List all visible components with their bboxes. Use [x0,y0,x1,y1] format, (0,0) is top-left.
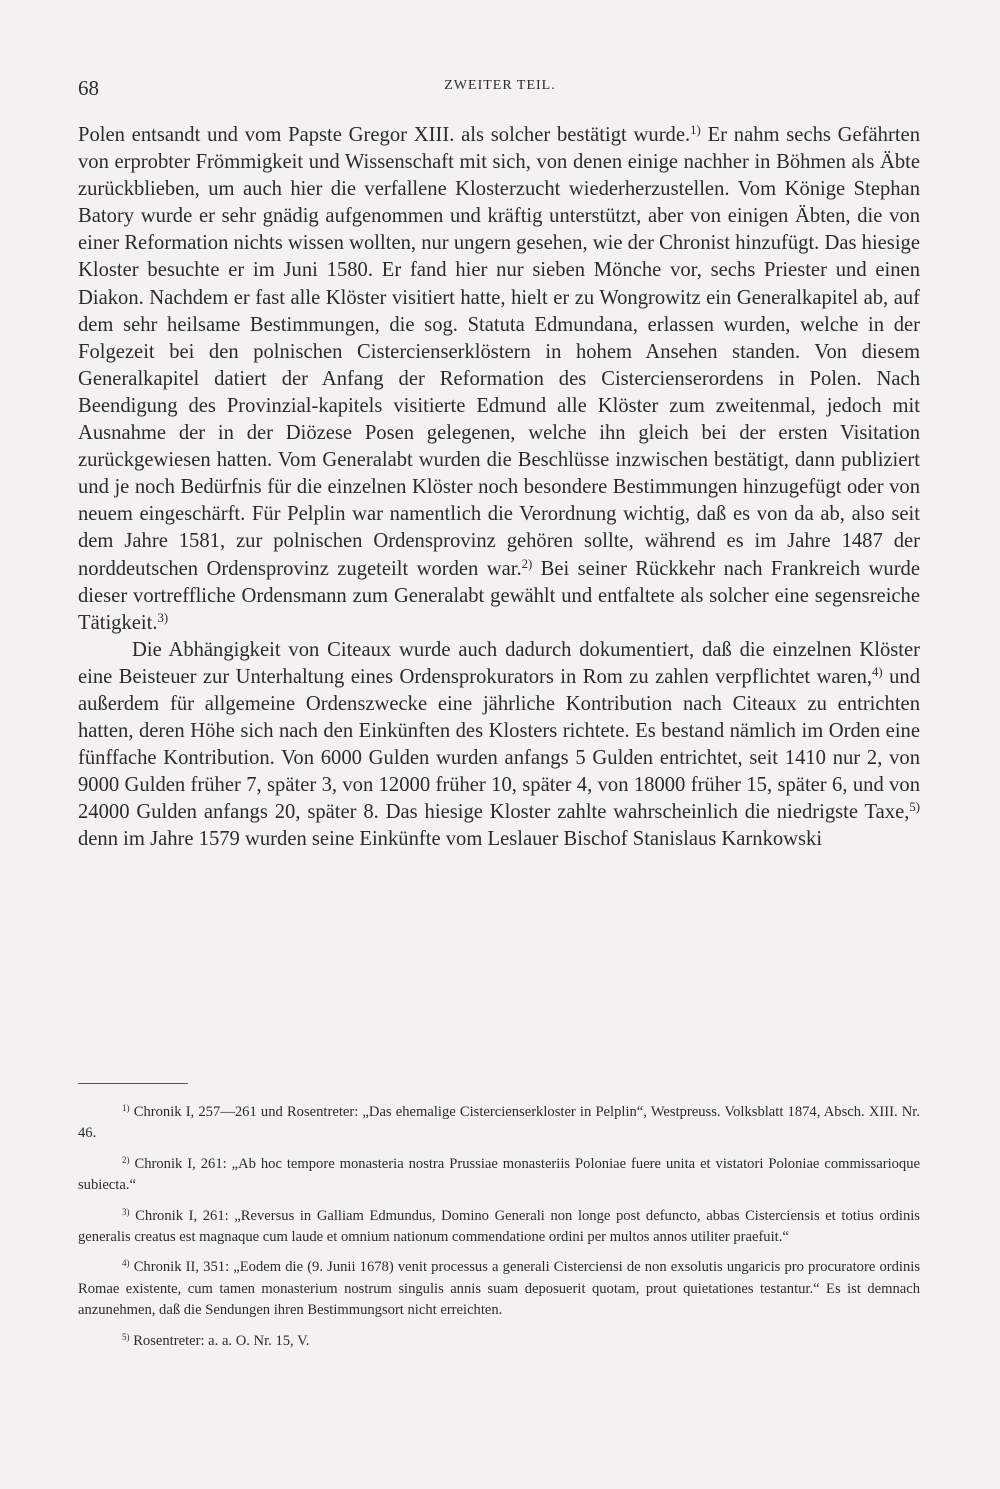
text-run: denn im Jahre 1579 wurden seine Einkünfte vom Leslauer Bischof Stanislaus Karnkowski [78,828,823,851]
page-header [78,76,922,100]
footnote-marker: 2) [122,1154,130,1165]
footnote-ref: 1) [690,122,701,137]
text-run: Bei seiner Rückkehr nach Frankreich wurde dieser vortreffliche Ordensmann zum Generalabt gewählt und entfaltete als solcher eine segensreiche Tätigkeit. [78,557,920,634]
text-run: und außerdem für allgemeine Ordenszwecke eine jährliche Kontribution nach Citeaux zu entrichten hatten, deren Höhe sich nach den Einkünften des Klosters richtete. Es bestand nämlich im Orden eine fünffache Kontribution. Von 6000 Gulden wurden anfangs 5 Gulden entrichtet, seit 1410 nur 2, von 9000 Gulden früher 7, später 3, von 12000 früher 10, später 4, von 18000 früher 15, später 6, und von 24000 Gulden anfangs 20, später 8. Das hiesige Kloster zahlte wahrscheinlich die niedrigste Taxe, [78,665,921,824]
footnote-text: Chronik I, 261: „Ab hoc tempore monasteria nostra Prussiae monasteriis Poloniae fuere unita et vistatori Poloniae commissarioque subiecta.“ [78,1155,920,1194]
footnote-2 [78,1154,920,1197]
page-number: 68 [78,76,99,100]
footnote-ref: 3) [157,610,169,625]
footnote-marker: 3) [122,1206,130,1217]
footnote-1 [78,1102,920,1145]
footnote-separator [78,1083,188,1084]
footnote-ref: 4) [872,664,883,679]
footnote-ref: 2) [521,556,533,571]
footnote-4 [78,1257,920,1321]
footnote-text: Chronik II, 351: „Eodem die (9. Junii 1678) venit processus a generali Cisterciensi de non exsolutis ungaricis pro procuratore ordinis Romae existente, cum tamen monasterium nostrum singulis annis suam deposuerit quotam, prout quietationes testantur.“ Es ist demnach anzunehmen, daß die Sendungen ihren Bestimmungsort nicht erreichten. [78,1259,920,1319]
footnote-text: Chronik I, 257—261 und Rosentreter: „Das ehemalige Cistercienserkloster in Pelplin“, Westpreuss. Volksblatt 1874, Absch. XIII. Nr. 46. [78,1104,920,1142]
text-run: Die Abhängigkeit von Citeaux wurde auch dadurch dokumentiert, daß die einzelnen Klöster eine Beisteuer zur Unterhaltung eines Ordensprokurators in Rom zu zahlen verpflichtet waren, [78,638,920,688]
footnote-text: Rosentreter: a. a. O. Nr. 15, V. [129,1332,310,1349]
main-text [78,122,920,854]
footnote-marker: 5) [122,1331,130,1342]
running-head: ZWEITER TEIL. [444,78,556,93]
footnote-5 [78,1331,920,1352]
footnote-marker: 4) [122,1258,130,1269]
footnote-ref: 5) [909,800,920,815]
paragraph-1 [78,122,920,637]
text-run: Polen entsandt und vom Papste Gregor XIII. als solcher bestätigt wurde. [78,124,691,146]
footnote-3 [78,1206,920,1249]
text-run: Er nahm sechs Gefährten von erprobter Frömmigkeit und Wissenschaft mit sich, von denen einige nachher in Böhmen als Äbte zurückblieben, um auch hier die verfallene Klosterzucht wiederherzustellen. Vom Könige Stephan Batory wurde er sehr gnädig aufgenommen und kräftig unterstützt, aber von einigen Äbten, die von einer Reformation nichts wissen wollten, nur ungern gesehen, wie der Chronist hinzufügt. Das hiesige Kloster besuchte er im Juni 1580. Er fand hier nur sieben Mönche vor, sechs Priester und einen Diakon. Nachdem er fast alle Klöster visitiert hatte, hielt er zu Wongrowitz ein Generalkapitel ab, auf dem sehr heilsame Bestimmungen, die sog. Statuta Edmundana, erlassen wurden, welche in der Folgezeit bei den polnischen Cistercienserklöstern in hohem Ansehen standen. Von diesem Generalkapitel datiert der Anfang der Reformation des Cistercienserordens in Polen. Nach Beendigung des Provinzial-kapitels visitierte Edmund alle Klöster zum zweitenmal, jedoch mit Ausnahme der in der Diözese Posen gelegenen, welche ihn gleich bei der ersten Visitation zurückgewiesen hatten. Vom Generalabt wurden die Beschlüsse inzwischen bestätigt, dann publiziert und je noch Bedürfnis für die einzelnen Klöster noch besondere Bestimmungen hinzugefügt oder von neuem eingeschärft. Für Pelplin war namentlich die Verordnung wichtig, daß es von da ab, also seit dem Jahre 1581, zur polnischen Ordensprovinz gehören sollte, während es im Jahre 1487 der norddeutschen Ordensprovinz zugeteilt worden war. [78,124,920,580]
footnote-text: Chronik I, 261: „Reversus in Galliam Edmundus, Domino Generali non longe post defuncto, abbas Cisterciensis et totius ordinis generalis creatus est magnaque cum laude et omnium nationum commendatione ordini per multos annos utiliter praefuit.“ [78,1207,920,1246]
footnote-marker: 1) [122,1103,130,1114]
paragraph-2 [78,637,920,854]
footnotes [78,1102,920,1361]
